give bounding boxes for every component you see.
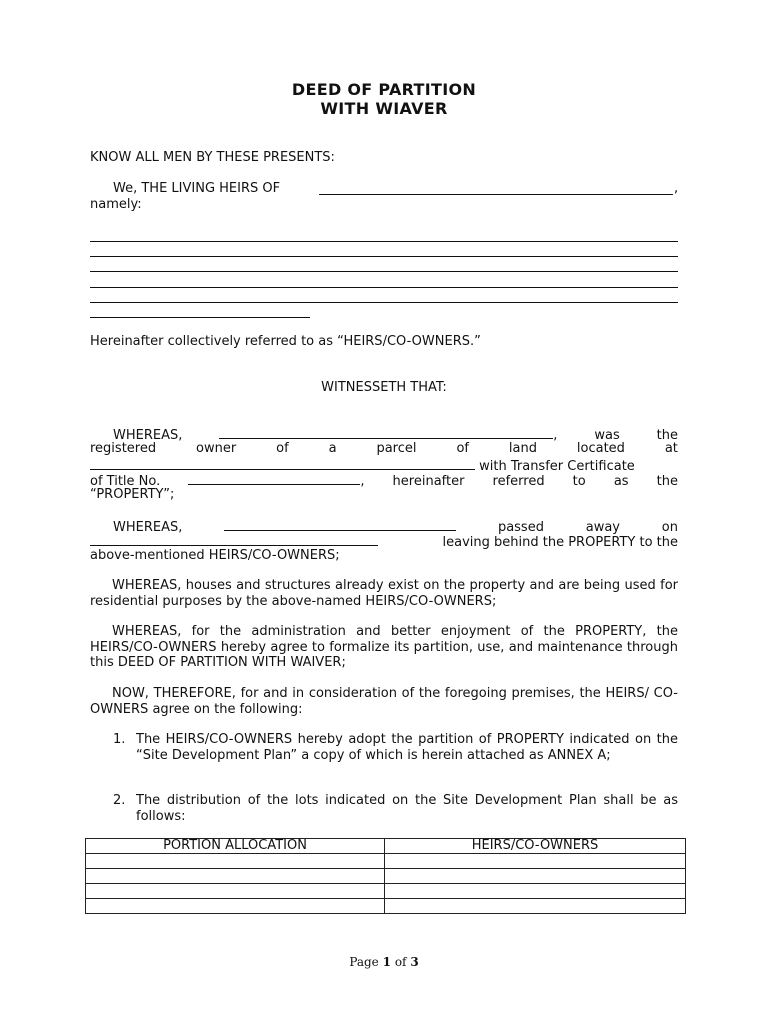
title-line-2: WITH WIAVER xyxy=(320,99,448,118)
whereas1-word: as xyxy=(613,474,629,489)
whereas2-line3: above-mentioned HEIRS/CO-OWNERS; xyxy=(90,548,340,563)
whereas1-was: was xyxy=(594,428,620,443)
heir-name-line[interactable] xyxy=(90,271,678,272)
whereas1-word: of xyxy=(456,441,469,456)
heir-name-line[interactable] xyxy=(90,302,678,303)
transfer-certificate-text: with Transfer Certificate xyxy=(479,459,635,474)
title-no-comma: , xyxy=(360,474,365,489)
intro-text: KNOW ALL MEN BY THESE PRESENTS: xyxy=(90,150,335,165)
page-label: Page xyxy=(349,955,379,969)
table-cell[interactable] xyxy=(385,854,686,869)
page-footer xyxy=(0,955,768,969)
whereas1-comma: , xyxy=(553,428,558,443)
page-total: 3 xyxy=(410,955,419,969)
whereas1-line5: “PROPERTY”; xyxy=(90,487,175,502)
heir-name-line[interactable] xyxy=(90,256,678,257)
whereas1-line2 xyxy=(90,441,678,457)
table-cell[interactable] xyxy=(385,869,686,884)
item-text: The HEIRS/CO-OWNERS hereby adopt the partition of PROPERTY indicated on the “Site Development Plan” a copy of which is herein attached as ANNEX A; xyxy=(136,732,678,763)
table-cell[interactable] xyxy=(86,869,385,884)
whereas2-text: leaving behind the PROPERTY to the xyxy=(442,535,678,550)
whereas1-word: located xyxy=(576,441,625,456)
heir-name-line[interactable] xyxy=(90,287,678,288)
heir-name-line[interactable] xyxy=(90,241,678,242)
whereas1-word: of xyxy=(276,441,289,456)
item-number: 2. xyxy=(113,793,126,808)
now-therefore-text: NOW, THEREFORE, for and in consideration of the foregoing premises, the HEIRS/ CO-OWNERS agree on the following: xyxy=(90,686,678,717)
table-cell[interactable] xyxy=(385,884,686,899)
table-header-row xyxy=(86,839,686,854)
table-cell[interactable] xyxy=(86,884,385,899)
title-no-label: of Title No. xyxy=(90,474,161,489)
whereas4-text: WHEREAS, for the administration and better enjoyment of the PROPERTY, the HEIRS/CO-OWNERS hereby agree to formalize its partition, use, and maintenance through this DEED OF PARTITION WITH WAIVER; xyxy=(90,624,678,670)
whereas1-word: owner xyxy=(196,441,237,456)
whereas3-paragraph xyxy=(90,578,678,609)
whereas1-the: the xyxy=(656,428,678,443)
whereas1-line4 xyxy=(90,472,678,490)
table-row xyxy=(86,854,686,869)
column-header-heirs: HEIRS/CO-OWNERS xyxy=(385,839,686,854)
table-row xyxy=(86,869,686,884)
allocation-table xyxy=(85,838,686,914)
namely-label: namely: xyxy=(90,197,142,212)
whereas2-word: WHEREAS, xyxy=(113,520,183,535)
owner-name-blank[interactable] xyxy=(219,426,553,439)
column-header-portion: PORTION ALLOCATION xyxy=(86,839,385,854)
title-line-1: DEED OF PARTITION xyxy=(291,80,477,99)
whereas2-word: passed xyxy=(497,520,544,535)
deceased-name-blank[interactable] xyxy=(224,518,456,531)
heirs-of-prefix: We, THE LIVING HEIRS OF xyxy=(113,181,281,196)
location-blank[interactable] xyxy=(90,457,475,470)
now-therefore-paragraph xyxy=(90,686,678,717)
whereas1-word: WHEREAS, xyxy=(113,428,183,443)
page-number: 1 xyxy=(382,955,391,969)
heirs-of-blank[interactable] xyxy=(319,194,673,195)
whereas1-word: hereinafter xyxy=(392,474,465,489)
title-no-blank[interactable] xyxy=(188,472,360,485)
table-row xyxy=(86,884,686,899)
whereas1-word: land xyxy=(508,441,537,456)
whereas1-word: a xyxy=(328,441,337,456)
table-row xyxy=(86,899,686,914)
heirs-of-suffix: , xyxy=(674,181,679,196)
table-cell[interactable] xyxy=(86,899,385,914)
whereas1-word: registered xyxy=(90,441,157,456)
whereas4-paragraph xyxy=(90,624,678,671)
table-cell[interactable] xyxy=(86,854,385,869)
whereas1-word: at xyxy=(664,441,678,456)
witnesseth-heading: WITNESSETH THAT: xyxy=(321,380,447,395)
whereas3-text: WHEREAS, houses and structures already exist on the property and are being used for residential purposes by the above-named HEIRS/CO-OWNERS; xyxy=(90,578,678,609)
of-label: of xyxy=(394,955,407,969)
whereas1-word: parcel xyxy=(376,441,417,456)
whereas1-word: referred xyxy=(492,474,545,489)
whereas2-word: on xyxy=(661,520,678,535)
heir-name-line[interactable] xyxy=(90,317,310,318)
hereinafter-text: Hereinafter collectively referred to as “HEIRS/CO-OWNERS.” xyxy=(90,334,481,349)
date-of-death-blank[interactable] xyxy=(90,533,378,546)
table-cell[interactable] xyxy=(385,899,686,914)
whereas1-word: the xyxy=(656,474,678,489)
whereas2-word: away xyxy=(585,520,620,535)
item-number: 1. xyxy=(113,732,126,747)
whereas1-word: to xyxy=(572,474,586,489)
item-text: The distribution of the lots indicated on the Site Development Plan shall be as follows: xyxy=(136,793,678,824)
